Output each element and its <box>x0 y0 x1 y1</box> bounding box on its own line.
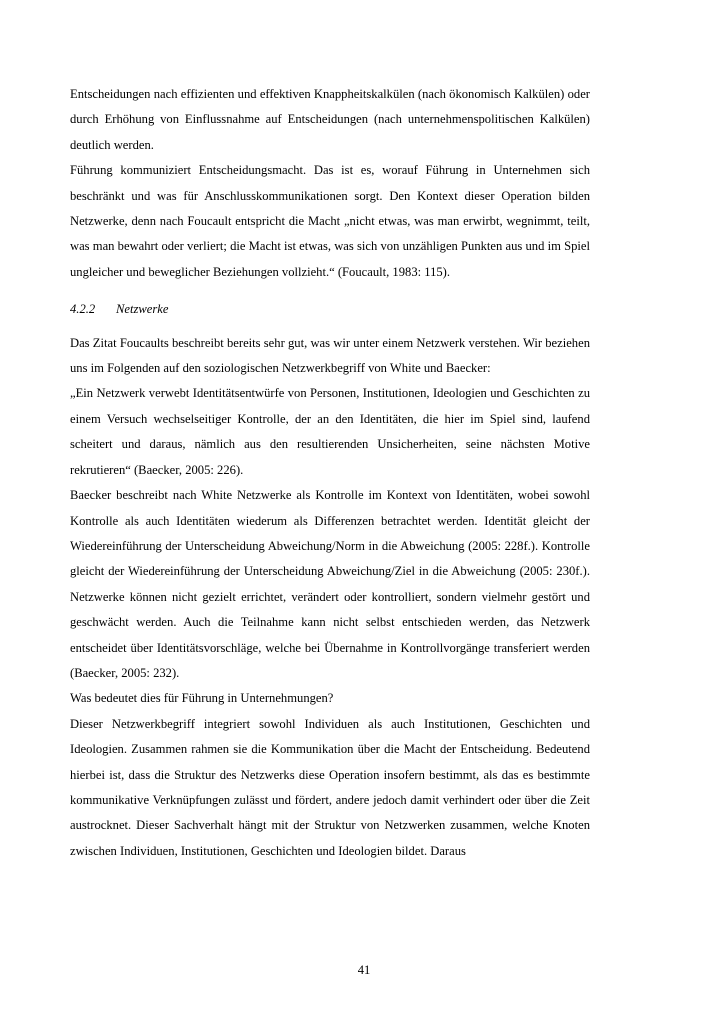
paragraph-baecker-white: Baecker beschreibt nach White Netzwerke als Kontrolle im Kontext von Identitäten, wobei sowohl Kontrolle als auch Identitäten wiederum als Differenzen betrachtet werden. Identität gleicht der Wiedereinführung der Unterscheidung Abweichung/Norm in die Abweichung (2005: 228f.). Kontrolle gleicht der Wiedereinführung der Unterscheidung Abweichung/Ziel in die Abweichung (2005: 230f.). Netzwerke können nicht gezielt errichtet, verändert oder kontrolliert, sondern vielmehr gestört und geschwächt werden. Auch die Teilnahme kann nicht selbst entschieden werden, das Netzwerk entscheidet über Identitätsvorschläge, welche bei Übernahme in Kontrollvorgänge transferiert werden (Baecker, 2005: 232). <box>70 488 590 680</box>
paragraph-zitat-foucault: Das Zitat Foucaults beschreibt bereits sehr gut, was wir unter einem Netzwerk verstehen. Wir beziehen uns im Folgenden auf den soziologischen Netzwerkbegriff von White und Baecker: <box>70 335 590 376</box>
section-heading <box>70 297 590 322</box>
paragraph-frage-fuehrung: Was bedeutet dies für Führung in Unternehmungen? <box>70 691 334 706</box>
paragraph-fuehrung-entscheidungsmacht: Führung kommuniziert Entscheidungsmacht. Das ist es, worauf Führung in Unternehmen sich beschränkt und was für Anschlusskommunikationen sorgt. Den Kontext dieser Operation bilden Netzwerke, denn nach Foucault entspricht die Macht „nicht etwas, was man erwirbt, wegnimmt, teilt, was man bewahrt oder verliert; die Macht ist etwas, was sich von unzähligen Punkten aus und im Spiel ungleicher und beweglicher Beziehungen vollzieht.“ (Foucault, 1983: 115). <box>70 163 590 279</box>
paragraph-netzwerkbegriff: Dieser Netzwerkbegriff integriert sowohl Individuen als auch Institutionen, Geschichten und Ideologien. Zusammen rahmen sie die Kommunikation über die Macht der Entscheidung. Bedeutend hierbei ist, dass die Struktur des Netzwerks diese Operation insofern bestimmt, als das es bestimmte kommunikative Verknüpfungen zulässt und fördert, andere jedoch damit verhindert oder über die Zeit austrocknet. Dieser Sachverhalt hängt mit der Struktur von Netzwerken zusammen, welche Knoten zwischen Individuen, Institutionen, Geschichten und Ideologien bildet. Daraus <box>70 716 590 858</box>
paragraph-knappheitskalkuele: Entscheidungen nach effizienten und effektiven Knappheitskalkülen (nach ökonomisch Kalkülen) oder durch Erhöhung von Einflussnahme auf Entscheidungen (nach unternehmenspolitischen Kalkülen) deutlich werden. <box>70 87 590 152</box>
section-number: 4.2.2 <box>70 302 96 317</box>
section-title: Netzwerke <box>116 302 169 317</box>
document-page <box>70 82 590 864</box>
page-number: 41 <box>357 963 371 977</box>
paragraph-zitat-baecker: „Ein Netzwerk verwebt Identitätsentwürfe von Personen, Institutionen, Ideologien und Geschichten zu einem Versuch wechselseitiger Kontrolle, der an den Identitäten, die hier im Spiel sind, laufend scheitert und daraus, nämlich aus den resultierenden Unsicherheiten, seine nächsten Motive rekrutieren“ (Baecker, 2005: 226). <box>70 386 590 477</box>
